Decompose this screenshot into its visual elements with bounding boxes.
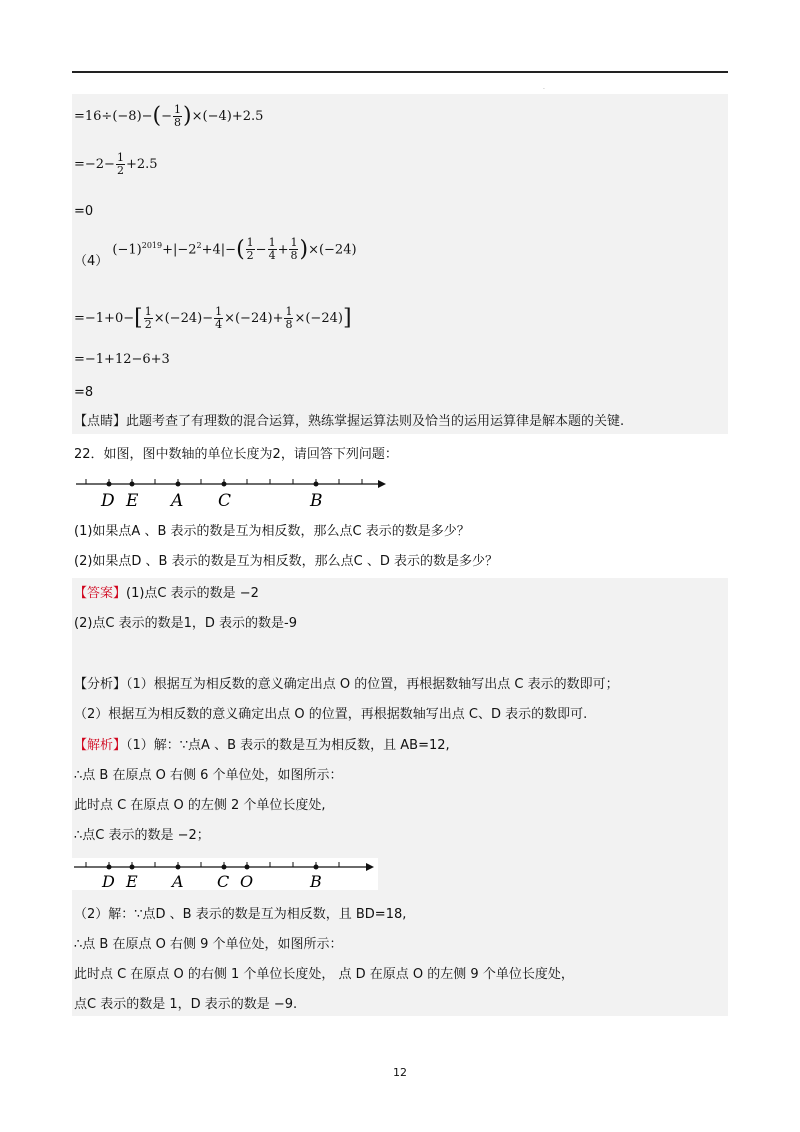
answer-tag: 【答案】 — [74, 586, 127, 601]
solution-line-5: （2）解：∵点D 、B 表示的数是互为相反数，且 BD=18, — [74, 907, 407, 922]
number-line-2 — [72, 858, 378, 890]
calc-line-2: =−2− $\frac{1}{2}$ +2.5 — [74, 151, 158, 177]
label-a: A — [172, 872, 184, 890]
question-part-1: (1)如果点A 、B 表示的数是互为相反数，那么点C 表示的数是多少？ — [74, 524, 470, 539]
label-b: B — [310, 872, 322, 890]
solution-line-4: ∴点C 表示的数是 −2； — [74, 828, 210, 843]
analysis-tag: 【分析】 — [74, 677, 127, 692]
point-e — [130, 482, 135, 487]
solution-line-8: 点C 表示的数是 1，D 表示的数是 −9. — [74, 997, 298, 1012]
dianjing-paragraph — [74, 413, 624, 431]
calc-line-5: =−1+0−[ $\frac{1}{2}$ ×(−24)− $\frac{1}{4}$ ×(−24)+ $\frac{1}{8}$ ×(−24)] — [74, 305, 352, 331]
label-e: E — [126, 872, 138, 890]
question-part-2: (2)如果点D 、B 表示的数是互为相反数，那么点C 、D 表示的数是多少？ — [74, 554, 498, 569]
solution-tag: 【解析】 — [74, 738, 127, 753]
answer-line-1 — [74, 585, 259, 603]
calc-line-7: =8 — [74, 385, 94, 400]
label-c: C — [218, 491, 232, 510]
calc-line-4: （4） $(-1)^{2019}+|-2^2+4|-$( $\frac{1}{2}$ − $\frac{1}{4}$ + $\frac{1}{8}$ )×(−24) — [74, 236, 357, 270]
dianjing-text: 此题考查了有理数的混合运算，熟练掌握运算法则及恰当的运用运算律是解本题的关键. — [126, 414, 625, 429]
label-o: O — [240, 872, 254, 890]
point-a — [176, 482, 181, 487]
label-c: C — [217, 872, 230, 890]
dianjing-tag: 【点睛】 — [74, 414, 127, 429]
point-d — [107, 865, 112, 870]
question-stem: 22．如图，图中数轴的单位长度为2，请回答下列问题： — [74, 447, 398, 462]
solution-line-2: ∴点 B 在原点 O 右侧 6 个单位处，如图所示： — [74, 768, 343, 783]
solution-line-1: 【解析】（1）解：∵点A 、B 表示的数是互为相反数，且 AB=12, — [74, 738, 450, 753]
solution-line-3: 此时点 C 在原点 O 的左侧 2 个单位长度处, — [74, 798, 326, 813]
point-c — [222, 865, 227, 870]
header-dot: . — [543, 84, 545, 91]
analysis-line-1: 【分析】（1）根据互为相反数的意义确定出点 O 的位置，再根据数轴写出点 C 表示的数即可； — [74, 677, 619, 692]
point-a — [176, 865, 181, 870]
analysis-line-2: （2）根据互为相反数的意义确定出点 O 的位置，再根据数轴写出点 C、D 表示的数即可. — [74, 707, 588, 722]
header-rule — [72, 71, 728, 73]
answer-part-1: (1)点C 表示的数是 −2 — [126, 586, 259, 601]
calc-line-6: =−1+12−6+3 — [74, 352, 170, 367]
label-b: B — [310, 491, 323, 510]
solution-line-7: 此时点 C 在原点 O 的右侧 1 个单位长度处， 点 D 在原点 O 的左侧 9 个单位长度处， — [74, 967, 574, 982]
point-o — [245, 865, 250, 870]
point-c — [222, 482, 227, 487]
solution-line-6: ∴点 B 在原点 O 右侧 9 个单位处，如图所示： — [74, 937, 343, 952]
answer-line-2: (2)点C 表示的数是1，D 表示的数是-9 — [74, 616, 297, 631]
point-b — [314, 482, 319, 487]
number-line-1 — [72, 474, 388, 510]
label-d: D — [102, 872, 115, 890]
page-number: 12 — [393, 1066, 407, 1079]
point-b — [314, 865, 319, 870]
calc-line-3: =0 — [74, 204, 94, 219]
calc-line-1: =16÷(−8)−(− $\frac{1}{8}$ )×(−4)+2.5 — [74, 103, 264, 129]
label-d: D — [101, 491, 115, 510]
point-e — [130, 865, 135, 870]
label-a: A — [171, 491, 184, 510]
point-d — [107, 482, 112, 487]
solution-block-top — [72, 94, 728, 434]
label-e: E — [126, 491, 139, 510]
